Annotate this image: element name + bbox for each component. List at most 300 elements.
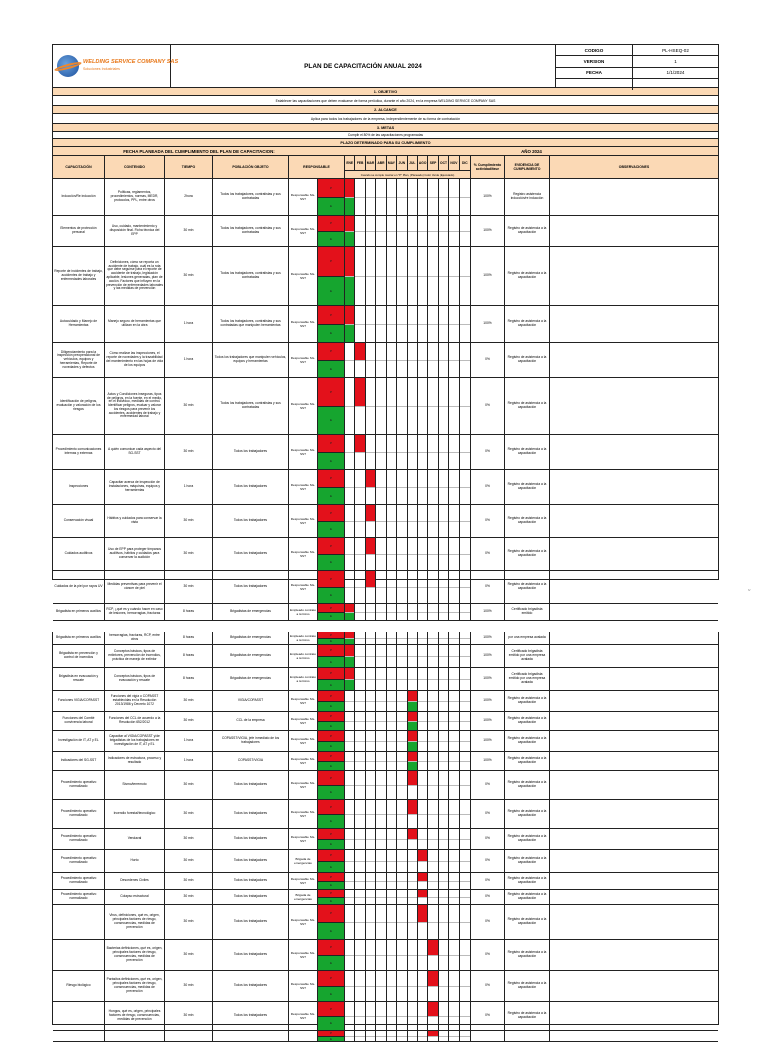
month-cell[interactable] xyxy=(397,179,407,215)
month-cell[interactable] xyxy=(418,800,428,828)
month-cell[interactable] xyxy=(355,771,365,799)
month-cell[interactable] xyxy=(428,216,438,246)
month-cell[interactable] xyxy=(397,538,407,570)
month-cell[interactable] xyxy=(439,378,449,434)
month-cell[interactable] xyxy=(428,771,438,799)
month-cell[interactable] xyxy=(428,850,438,872)
month-cell[interactable] xyxy=(376,645,386,667)
month-cell[interactable] xyxy=(418,873,428,889)
month-cell[interactable] xyxy=(366,571,376,603)
month-cell[interactable] xyxy=(439,604,449,620)
month-cell[interactable] xyxy=(387,752,397,770)
month-cell[interactable] xyxy=(460,604,470,620)
month-cell[interactable] xyxy=(366,752,376,770)
month-cell[interactable] xyxy=(428,505,438,537)
month-cell[interactable] xyxy=(460,470,470,504)
month-cell[interactable] xyxy=(408,604,418,620)
month-cell[interactable] xyxy=(439,873,449,889)
month-cell[interactable] xyxy=(376,505,386,537)
month-cell[interactable] xyxy=(355,604,365,620)
month-cell[interactable] xyxy=(428,712,438,730)
month-cell[interactable] xyxy=(345,632,355,644)
month-cell[interactable] xyxy=(355,1031,365,1041)
month-cell[interactable] xyxy=(449,343,459,377)
month-cell[interactable] xyxy=(408,971,418,1001)
month-cell[interactable] xyxy=(376,179,386,215)
month-cell[interactable] xyxy=(345,571,355,603)
month-cell[interactable] xyxy=(366,179,376,215)
month-cell[interactable] xyxy=(387,343,397,377)
month-cell[interactable] xyxy=(366,306,376,342)
month-cell[interactable] xyxy=(460,645,470,667)
month-cell[interactable] xyxy=(397,505,407,537)
month-cell[interactable] xyxy=(439,752,449,770)
month-cell[interactable] xyxy=(418,247,428,305)
month-cell[interactable] xyxy=(345,731,355,751)
month-cell[interactable] xyxy=(418,571,428,603)
month-cell[interactable] xyxy=(397,829,407,849)
month-cell[interactable] xyxy=(376,752,386,770)
month-cell[interactable] xyxy=(460,247,470,305)
month-cell[interactable] xyxy=(460,731,470,751)
month-cell[interactable] xyxy=(428,306,438,342)
month-cell[interactable] xyxy=(428,800,438,828)
month-cell[interactable] xyxy=(376,905,386,939)
month-cell[interactable] xyxy=(460,800,470,828)
month-cell[interactable] xyxy=(397,850,407,872)
month-cell[interactable] xyxy=(355,668,365,690)
month-cell[interactable] xyxy=(428,1002,438,1030)
month-cell[interactable] xyxy=(376,940,386,970)
month-cell[interactable] xyxy=(418,604,428,620)
month-cell[interactable] xyxy=(355,343,365,377)
month-cell[interactable] xyxy=(397,571,407,603)
month-cell[interactable] xyxy=(439,971,449,1001)
month-cell[interactable] xyxy=(408,731,418,751)
month-cell[interactable] xyxy=(397,905,407,939)
month-cell[interactable] xyxy=(418,940,428,970)
month-cell[interactable] xyxy=(376,343,386,377)
month-cell[interactable] xyxy=(376,1031,386,1041)
month-cell[interactable] xyxy=(449,505,459,537)
month-cell[interactable] xyxy=(345,890,355,904)
month-cell[interactable] xyxy=(397,668,407,690)
month-cell[interactable] xyxy=(460,971,470,1001)
month-cell[interactable] xyxy=(376,890,386,904)
month-cell[interactable] xyxy=(408,712,418,730)
month-cell[interactable] xyxy=(460,306,470,342)
month-cell[interactable] xyxy=(345,216,355,246)
month-cell[interactable] xyxy=(387,470,397,504)
month-cell[interactable] xyxy=(439,632,449,644)
month-cell[interactable] xyxy=(366,731,376,751)
month-cell[interactable] xyxy=(460,940,470,970)
month-cell[interactable] xyxy=(345,940,355,970)
month-cell[interactable] xyxy=(366,216,376,246)
month-cell[interactable] xyxy=(408,890,418,904)
month-cell[interactable] xyxy=(449,1031,459,1041)
month-cell[interactable] xyxy=(428,691,438,711)
month-cell[interactable] xyxy=(439,1031,449,1041)
month-cell[interactable] xyxy=(387,632,397,644)
month-cell[interactable] xyxy=(439,538,449,570)
month-cell[interactable] xyxy=(345,905,355,939)
month-cell[interactable] xyxy=(428,179,438,215)
month-cell[interactable] xyxy=(366,691,376,711)
month-cell[interactable] xyxy=(355,971,365,1001)
month-cell[interactable] xyxy=(439,435,449,469)
month-cell[interactable] xyxy=(408,247,418,305)
month-cell[interactable] xyxy=(449,712,459,730)
month-cell[interactable] xyxy=(439,343,449,377)
month-cell[interactable] xyxy=(428,752,438,770)
month-cell[interactable] xyxy=(428,829,438,849)
month-cell[interactable] xyxy=(439,247,449,305)
month-cell[interactable] xyxy=(345,306,355,342)
month-cell[interactable] xyxy=(397,691,407,711)
month-cell[interactable] xyxy=(439,800,449,828)
month-cell[interactable] xyxy=(376,771,386,799)
month-cell[interactable] xyxy=(449,247,459,305)
month-cell[interactable] xyxy=(449,771,459,799)
month-cell[interactable] xyxy=(408,470,418,504)
month-cell[interactable] xyxy=(408,668,418,690)
month-cell[interactable] xyxy=(460,712,470,730)
month-cell[interactable] xyxy=(439,1002,449,1030)
month-cell[interactable] xyxy=(366,505,376,537)
month-cell[interactable] xyxy=(355,645,365,667)
month-cell[interactable] xyxy=(355,1002,365,1030)
month-cell[interactable] xyxy=(439,645,449,667)
month-cell[interactable] xyxy=(345,505,355,537)
month-cell[interactable] xyxy=(397,216,407,246)
month-cell[interactable] xyxy=(408,691,418,711)
month-cell[interactable] xyxy=(387,1002,397,1030)
month-cell[interactable] xyxy=(460,850,470,872)
month-cell[interactable] xyxy=(345,378,355,434)
month-cell[interactable] xyxy=(428,247,438,305)
month-cell[interactable] xyxy=(387,179,397,215)
month-cell[interactable] xyxy=(345,691,355,711)
month-cell[interactable] xyxy=(345,668,355,690)
month-cell[interactable] xyxy=(408,645,418,667)
month-cell[interactable] xyxy=(345,771,355,799)
month-cell[interactable] xyxy=(366,470,376,504)
month-cell[interactable] xyxy=(355,829,365,849)
month-cell[interactable] xyxy=(408,905,418,939)
month-cell[interactable] xyxy=(345,712,355,730)
month-cell[interactable] xyxy=(418,645,428,667)
month-cell[interactable] xyxy=(345,247,355,305)
month-cell[interactable] xyxy=(439,306,449,342)
month-cell[interactable] xyxy=(449,800,459,828)
month-cell[interactable] xyxy=(355,850,365,872)
month-cell[interactable] xyxy=(428,571,438,603)
month-cell[interactable] xyxy=(428,378,438,434)
month-cell[interactable] xyxy=(460,668,470,690)
month-cell[interactable] xyxy=(428,343,438,377)
month-cell[interactable] xyxy=(387,306,397,342)
month-cell[interactable] xyxy=(345,971,355,1001)
month-cell[interactable] xyxy=(366,247,376,305)
month-cell[interactable] xyxy=(387,940,397,970)
month-cell[interactable] xyxy=(418,971,428,1001)
month-cell[interactable] xyxy=(460,179,470,215)
month-cell[interactable] xyxy=(439,470,449,504)
month-cell[interactable] xyxy=(387,216,397,246)
month-cell[interactable] xyxy=(460,829,470,849)
month-cell[interactable] xyxy=(460,435,470,469)
month-cell[interactable] xyxy=(418,712,428,730)
month-cell[interactable] xyxy=(366,1031,376,1041)
month-cell[interactable] xyxy=(355,378,365,434)
month-cell[interactable] xyxy=(345,850,355,872)
month-cell[interactable] xyxy=(376,850,386,872)
month-cell[interactable] xyxy=(376,306,386,342)
month-cell[interactable] xyxy=(397,343,407,377)
month-cell[interactable] xyxy=(387,829,397,849)
month-cell[interactable] xyxy=(376,712,386,730)
month-cell[interactable] xyxy=(408,343,418,377)
month-cell[interactable] xyxy=(418,771,428,799)
month-cell[interactable] xyxy=(366,850,376,872)
month-cell[interactable] xyxy=(355,306,365,342)
month-cell[interactable] xyxy=(397,632,407,644)
month-cell[interactable] xyxy=(408,435,418,469)
month-cell[interactable] xyxy=(366,873,376,889)
month-cell[interactable] xyxy=(397,890,407,904)
month-cell[interactable] xyxy=(355,691,365,711)
month-cell[interactable] xyxy=(345,435,355,469)
month-cell[interactable] xyxy=(428,940,438,970)
month-cell[interactable] xyxy=(345,645,355,667)
month-cell[interactable] xyxy=(460,632,470,644)
month-cell[interactable] xyxy=(460,873,470,889)
month-cell[interactable] xyxy=(449,668,459,690)
month-cell[interactable] xyxy=(376,378,386,434)
month-cell[interactable] xyxy=(387,873,397,889)
month-cell[interactable] xyxy=(366,378,376,434)
month-cell[interactable] xyxy=(460,752,470,770)
month-cell[interactable] xyxy=(449,1002,459,1030)
month-cell[interactable] xyxy=(345,604,355,620)
month-cell[interactable] xyxy=(397,771,407,799)
month-cell[interactable] xyxy=(345,470,355,504)
month-cell[interactable] xyxy=(460,890,470,904)
month-cell[interactable] xyxy=(449,850,459,872)
month-cell[interactable] xyxy=(439,216,449,246)
month-cell[interactable] xyxy=(376,435,386,469)
month-cell[interactable] xyxy=(439,505,449,537)
month-cell[interactable] xyxy=(449,752,459,770)
month-cell[interactable] xyxy=(449,940,459,970)
month-cell[interactable] xyxy=(449,691,459,711)
month-cell[interactable] xyxy=(387,850,397,872)
month-cell[interactable] xyxy=(355,632,365,644)
month-cell[interactable] xyxy=(387,538,397,570)
month-cell[interactable] xyxy=(460,505,470,537)
month-cell[interactable] xyxy=(366,829,376,849)
month-cell[interactable] xyxy=(355,470,365,504)
month-cell[interactable] xyxy=(376,691,386,711)
month-cell[interactable] xyxy=(397,470,407,504)
month-cell[interactable] xyxy=(376,604,386,620)
month-cell[interactable] xyxy=(376,216,386,246)
month-cell[interactable] xyxy=(355,890,365,904)
month-cell[interactable] xyxy=(397,971,407,1001)
month-cell[interactable] xyxy=(418,632,428,644)
month-cell[interactable] xyxy=(439,668,449,690)
month-cell[interactable] xyxy=(376,247,386,305)
month-cell[interactable] xyxy=(355,873,365,889)
month-cell[interactable] xyxy=(397,435,407,469)
month-cell[interactable] xyxy=(355,216,365,246)
month-cell[interactable] xyxy=(439,850,449,872)
month-cell[interactable] xyxy=(366,668,376,690)
month-cell[interactable] xyxy=(366,645,376,667)
month-cell[interactable] xyxy=(376,971,386,1001)
month-cell[interactable] xyxy=(397,873,407,889)
month-cell[interactable] xyxy=(345,752,355,770)
month-cell[interactable] xyxy=(449,179,459,215)
month-cell[interactable] xyxy=(397,731,407,751)
month-cell[interactable] xyxy=(397,378,407,434)
month-cell[interactable] xyxy=(376,668,386,690)
month-cell[interactable] xyxy=(345,873,355,889)
month-cell[interactable] xyxy=(418,179,428,215)
month-cell[interactable] xyxy=(418,890,428,904)
month-cell[interactable] xyxy=(345,179,355,215)
month-cell[interactable] xyxy=(418,343,428,377)
month-cell[interactable] xyxy=(387,800,397,828)
month-cell[interactable] xyxy=(460,216,470,246)
month-cell[interactable] xyxy=(439,731,449,751)
month-cell[interactable] xyxy=(376,800,386,828)
month-cell[interactable] xyxy=(439,829,449,849)
month-cell[interactable] xyxy=(355,435,365,469)
month-cell[interactable] xyxy=(449,829,459,849)
month-cell[interactable] xyxy=(460,905,470,939)
month-cell[interactable] xyxy=(387,890,397,904)
month-cell[interactable] xyxy=(428,890,438,904)
month-cell[interactable] xyxy=(408,850,418,872)
month-cell[interactable] xyxy=(387,905,397,939)
month-cell[interactable] xyxy=(428,470,438,504)
month-cell[interactable] xyxy=(387,971,397,1001)
month-cell[interactable] xyxy=(449,890,459,904)
month-cell[interactable] xyxy=(418,850,428,872)
month-cell[interactable] xyxy=(449,645,459,667)
month-cell[interactable] xyxy=(439,771,449,799)
month-cell[interactable] xyxy=(408,632,418,644)
month-cell[interactable] xyxy=(408,179,418,215)
month-cell[interactable] xyxy=(428,971,438,1001)
month-cell[interactable] xyxy=(387,505,397,537)
month-cell[interactable] xyxy=(418,731,428,751)
month-cell[interactable] xyxy=(408,800,418,828)
month-cell[interactable] xyxy=(376,470,386,504)
month-cell[interactable] xyxy=(376,538,386,570)
month-cell[interactable] xyxy=(428,731,438,751)
month-cell[interactable] xyxy=(345,343,355,377)
month-cell[interactable] xyxy=(460,538,470,570)
month-cell[interactable] xyxy=(355,247,365,305)
month-cell[interactable] xyxy=(345,538,355,570)
month-cell[interactable] xyxy=(460,378,470,434)
month-cell[interactable] xyxy=(366,800,376,828)
month-cell[interactable] xyxy=(460,691,470,711)
month-cell[interactable] xyxy=(366,343,376,377)
month-cell[interactable] xyxy=(408,505,418,537)
month-cell[interactable] xyxy=(387,435,397,469)
month-cell[interactable] xyxy=(366,771,376,799)
month-cell[interactable] xyxy=(408,216,418,246)
month-cell[interactable] xyxy=(355,731,365,751)
month-cell[interactable] xyxy=(366,604,376,620)
month-cell[interactable] xyxy=(418,829,428,849)
month-cell[interactable] xyxy=(366,971,376,1001)
month-cell[interactable] xyxy=(387,691,397,711)
month-cell[interactable] xyxy=(355,538,365,570)
month-cell[interactable] xyxy=(376,1002,386,1030)
month-cell[interactable] xyxy=(387,1031,397,1041)
month-cell[interactable] xyxy=(418,470,428,504)
month-cell[interactable] xyxy=(366,538,376,570)
month-cell[interactable] xyxy=(408,752,418,770)
month-cell[interactable] xyxy=(418,1031,428,1041)
month-cell[interactable] xyxy=(366,632,376,644)
month-cell[interactable] xyxy=(408,538,418,570)
month-cell[interactable] xyxy=(439,905,449,939)
month-cell[interactable] xyxy=(355,905,365,939)
month-cell[interactable] xyxy=(355,752,365,770)
month-cell[interactable] xyxy=(439,571,449,603)
month-cell[interactable] xyxy=(449,905,459,939)
month-cell[interactable] xyxy=(439,691,449,711)
month-cell[interactable] xyxy=(449,306,459,342)
month-cell[interactable] xyxy=(397,645,407,667)
month-cell[interactable] xyxy=(376,829,386,849)
month-cell[interactable] xyxy=(408,1031,418,1041)
month-cell[interactable] xyxy=(408,378,418,434)
month-cell[interactable] xyxy=(449,470,459,504)
month-cell[interactable] xyxy=(387,604,397,620)
month-cell[interactable] xyxy=(366,1002,376,1030)
month-cell[interactable] xyxy=(376,571,386,603)
month-cell[interactable] xyxy=(449,571,459,603)
month-cell[interactable] xyxy=(439,890,449,904)
month-cell[interactable] xyxy=(345,800,355,828)
month-cell[interactable] xyxy=(366,940,376,970)
month-cell[interactable] xyxy=(408,771,418,799)
month-cell[interactable] xyxy=(397,1002,407,1030)
month-cell[interactable] xyxy=(345,829,355,849)
month-cell[interactable] xyxy=(449,378,459,434)
month-cell[interactable] xyxy=(428,645,438,667)
month-cell[interactable] xyxy=(449,435,459,469)
month-cell[interactable] xyxy=(397,1031,407,1041)
month-cell[interactable] xyxy=(428,632,438,644)
month-cell[interactable] xyxy=(397,247,407,305)
month-cell[interactable] xyxy=(345,1031,355,1041)
month-cell[interactable] xyxy=(397,306,407,342)
month-cell[interactable] xyxy=(418,306,428,342)
month-cell[interactable] xyxy=(428,905,438,939)
month-cell[interactable] xyxy=(460,771,470,799)
month-cell[interactable] xyxy=(355,800,365,828)
month-cell[interactable] xyxy=(387,571,397,603)
month-cell[interactable] xyxy=(355,712,365,730)
